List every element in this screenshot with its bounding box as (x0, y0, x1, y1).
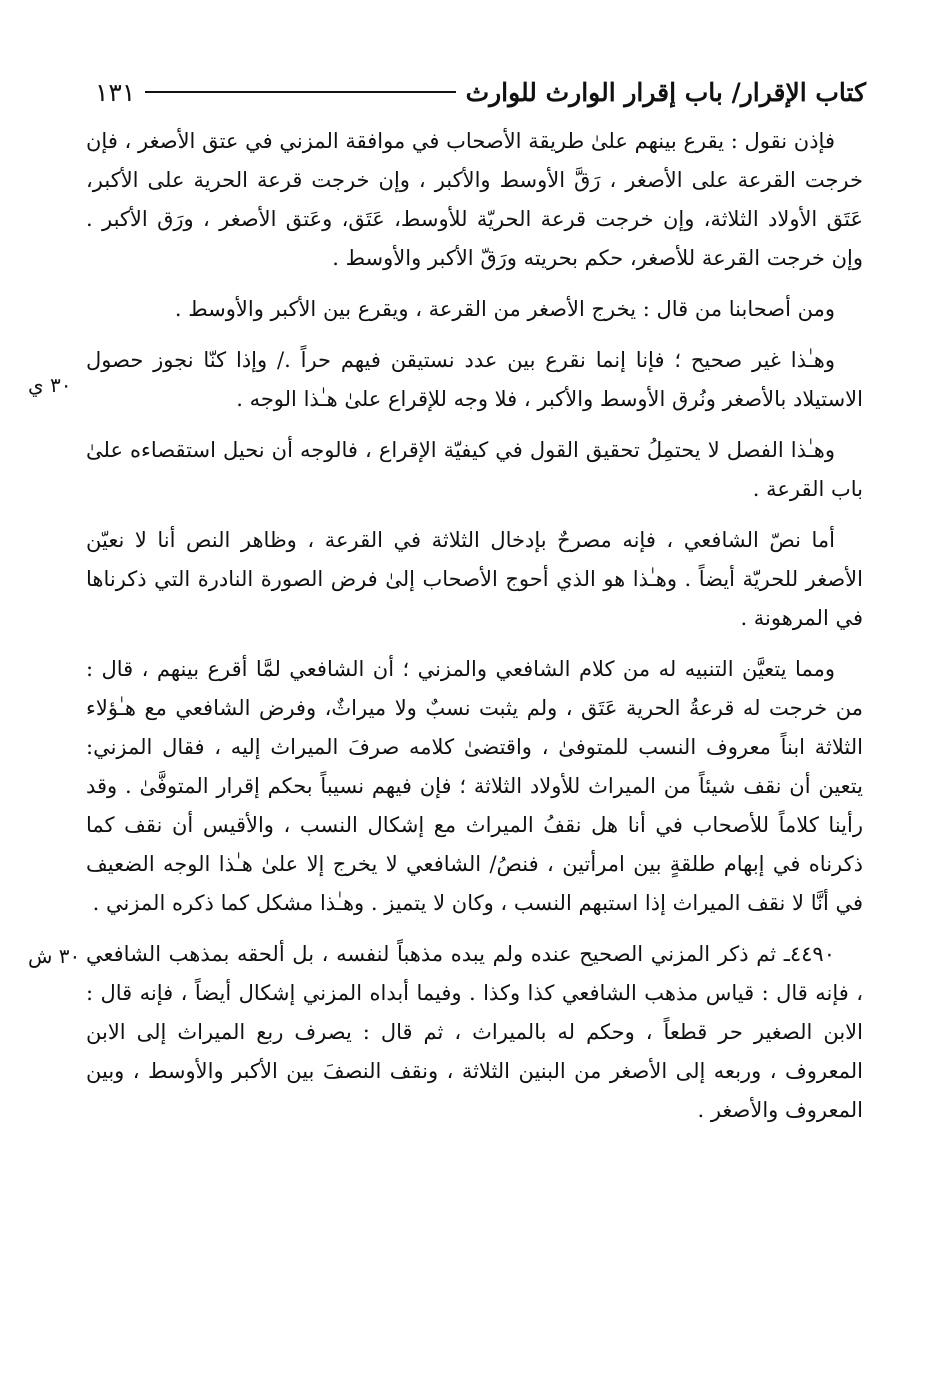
margin-note-manuscript-y: ٣٠ ي (28, 373, 72, 397)
paragraph: ومن أصحابنا من قال : يخرج الأصغر من القرعة ، ويقرع بين الأكبر والأوسط . (174, 297, 835, 321)
chapter-title: كتاب الإقرار/ باب إقرار الوارث للوارث (465, 77, 866, 107)
running-header (95, 72, 866, 112)
header-rule (145, 91, 455, 93)
paragraph: أما نصّ الشافعي ، فإنه مصرحٌ بإدخال الثلاثة في القرعة ، وظاهر النص أنا لا نعيّن الأصغر للحريّة أيضاً . وهـٰذا هو الذي أحوج الأصحاب إلىٰ فرض الصورة النادرة التي ذكرناها في المرهونة . (86, 528, 863, 630)
paragraph: وهـٰذا الفصل لا يحتمِلُ تحقيق القول في كيفيّة الإقراع ، فالوجه أن نحيل استقصاءه علىٰ باب القرعة . (86, 438, 863, 501)
margin-note-manuscript-sh: ٣٠ ش (28, 944, 81, 968)
paragraph: فإذن نقول : يقرع بينهم علىٰ طريقة الأصحاب في موافقة المزني في عتق الأصغر ، فإن خرجت القرعة على الأصغر ، رَقَّ الأوسط والأكبر ، وإن خرجت قرعة الحرية على الأكبر، عَتَق الأولاد الثلاثة، وإن خرجت قرعة الحريّة للأوسط، عَتَق، وعَتق الأصغر ، ورَق الأكبر . وإن خرجت القرعة للأصغر، حكم بحريته ورَقّ الأكبر والأوسط . (86, 129, 863, 270)
page-body (86, 122, 863, 1142)
numbered-paragraph: ٤٤٩٠ـ ثم ذكر المزني الصحيح عنده ولم يبده مذهباً لنفسه ، بل ألحقه بمذهب الشافعي ، فإنه قال : قياس مذهب الشافعي كذا وكذا . وفيما أبداه المزني إشكال أيضاً ، فإنه قال : الابن الصغير حر قطعاً ، وحكم له بالميراث ، ثم قال : يصرف ربع الميراث إلى الابن المعروف ، وربعه إلى الأصغر من البنين الثلاثة ، ونقف النصفَ بين الأكبر والأوسط ، وبين المعروف والأصغر . (86, 942, 863, 1122)
paragraph: ومما يتعيَّن التنبيه له من كلام الشافعي والمزني ؛ أن الشافعي لمَّا أقرع بينهم ، قال : من خرجت له قرعةُ الحرية عَتَق ، ولم يثبت نسبٌ ولا ميراثٌ، وفرض الشافعي مع هـٰؤلاء الثلاثة ابناً معروف النسب للمتوفىٰ ، واقتضىٰ كلامه صرفَ الميراث إليه ، فقال المزني: يتعين أن نقف شيئاً من الميراث للأولاد الثلاثة ؛ فإن فيهم نسيباً بحكم إقرار المتوفَّىٰ . وقد رأينا كلاماً للأصحاب في أنا هل نقفُ الميراث مع إشكال النسب ، والأقيس أن نقف كما ذكرناه في إبهام طلقةٍ بين امرأتين ، فنصُ/ الشافعي لا يخرج إلا علىٰ هـٰذا الوجه الضعيف في أنَّا لا نقف الميراث إذا استبهم النسب ، وكان لا يتميز . وهـٰذا مشكل كما ذكره المزني . (86, 657, 863, 915)
paragraph: وهـٰذا غير صحيح ؛ فإنا إنما نقرع بين عدد نستيقن فيهم حراً ./ وإذا كنّا نجوز حصول الاستيلاد بالأصغر ونُرق الأوسط والأكبر ، فلا وجه للإقراع علىٰ هـٰذا الوجه . (86, 348, 863, 411)
page-number: ١٣١ (95, 77, 136, 107)
